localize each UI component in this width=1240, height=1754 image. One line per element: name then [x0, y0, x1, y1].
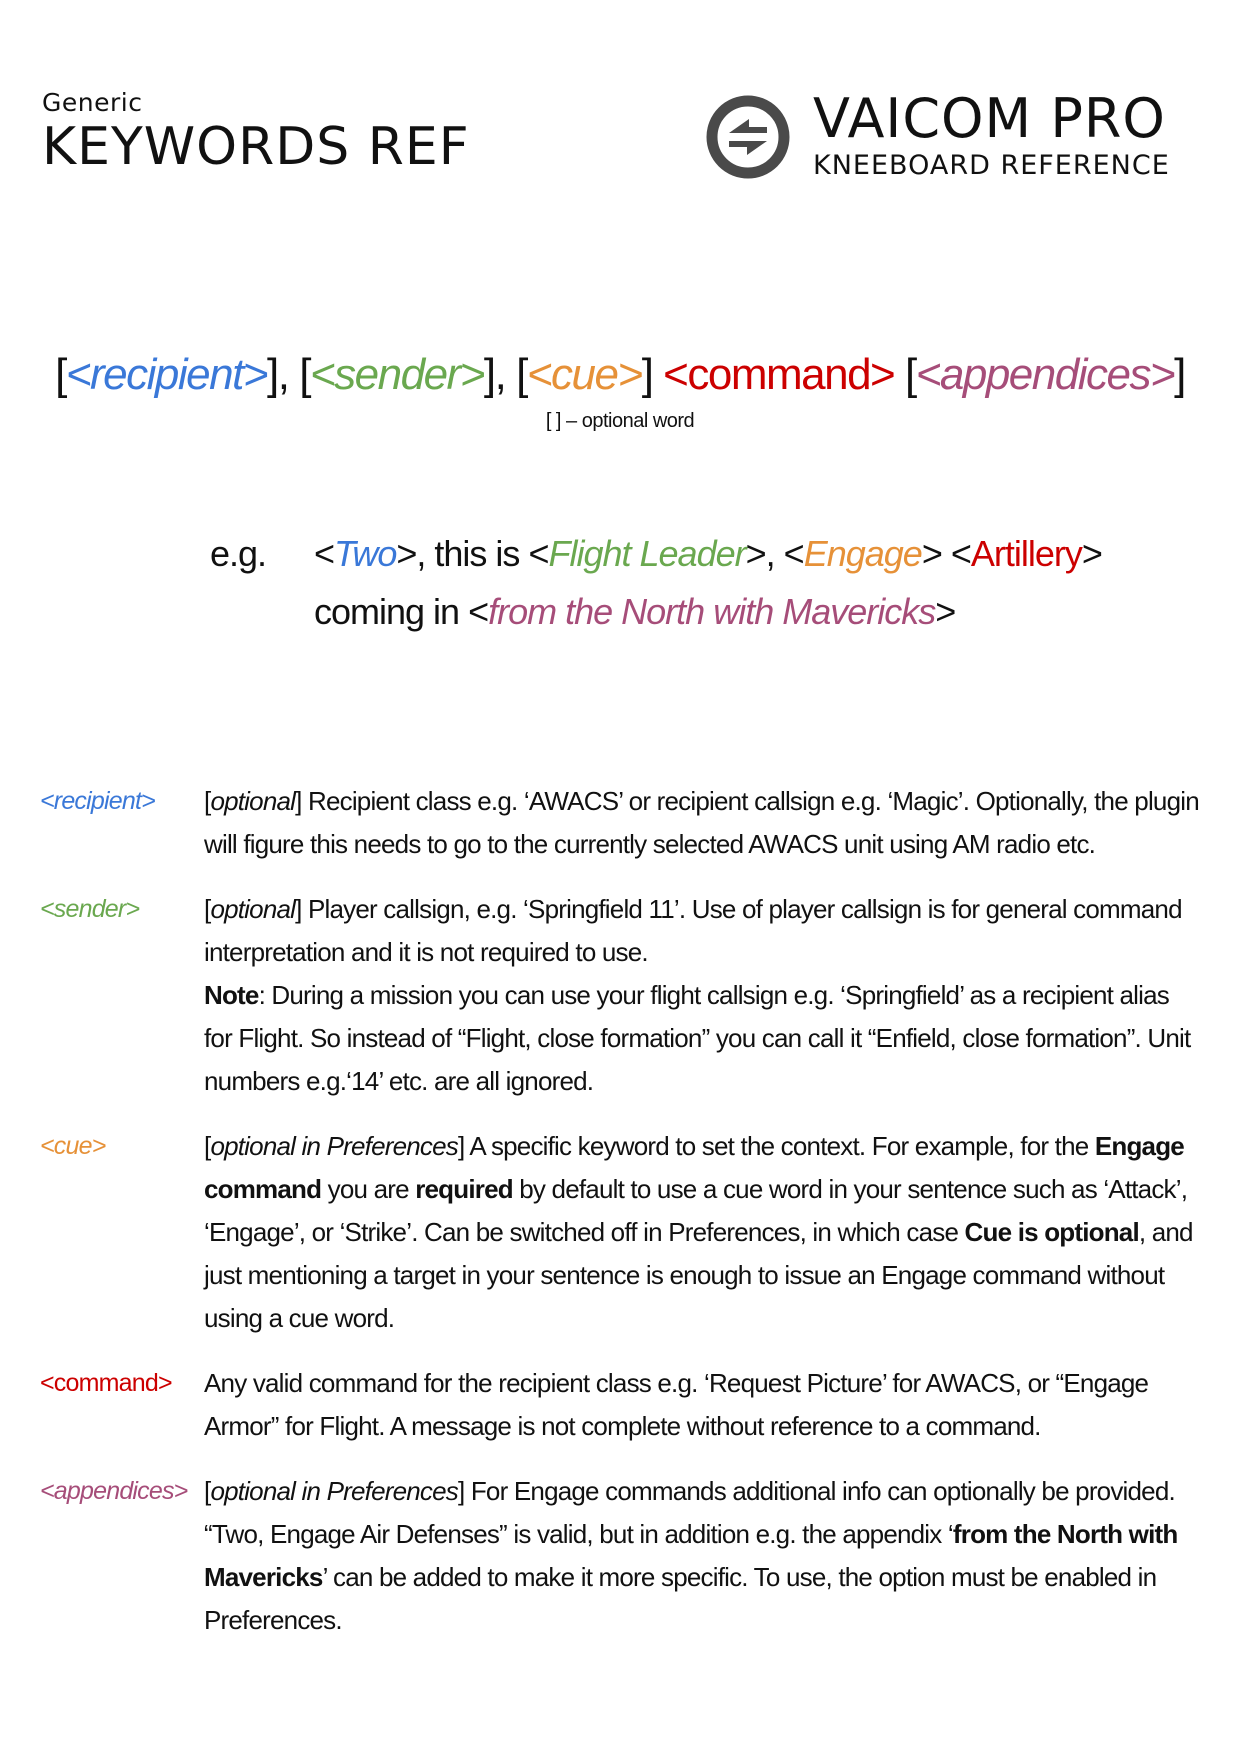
- bracket: ]: [483, 350, 495, 399]
- optional-tag: optional: [210, 786, 296, 816]
- definition-text: Any valid command for the recipient class e.g. ‘Request Picture’ for AWACS, or “Engage Armor” for Flight. A message is not complete without reference to a command.: [204, 1368, 1149, 1441]
- syntax-legend: [ ] – optional word: [545, 410, 695, 432]
- example-line-1: [314, 525, 1102, 583]
- bracket: [: [516, 350, 527, 399]
- definition-text: [204, 780, 1200, 866]
- optional-tag: optional in Preferences: [210, 1131, 458, 1161]
- lt: <: [314, 533, 335, 574]
- definition-text: [204, 888, 1200, 1103]
- definition-appendices: [40, 1470, 1200, 1642]
- desc-text: A specific keyword to set the context. For example, for the: [464, 1131, 1095, 1161]
- bracket: [: [204, 1131, 211, 1161]
- term-recipient: <recipient>: [40, 787, 155, 815]
- brand-title: VAICOM PRO: [813, 87, 1166, 150]
- example-sender: Flight Leader: [548, 533, 746, 574]
- gt: >: [396, 533, 417, 574]
- page-header-left: [42, 88, 470, 177]
- bracket: [: [204, 786, 211, 816]
- lt: <: [783, 533, 804, 574]
- lt: <: [950, 533, 971, 574]
- lt: <: [528, 533, 549, 574]
- optional-tag: optional: [210, 894, 296, 924]
- definitions-list: [40, 780, 1200, 1664]
- term-appendices: <appendices>: [40, 1477, 188, 1505]
- note-label: Note: [204, 980, 259, 1010]
- term-sender: <sender>: [40, 895, 140, 923]
- definition-text: [204, 1470, 1200, 1642]
- example-recipient: Two: [334, 533, 397, 574]
- page-title: KEYWORDS REF: [42, 117, 470, 177]
- bracket: [: [299, 350, 310, 399]
- example-command: Artillery: [970, 533, 1082, 574]
- optional-tag: optional in Preferences: [210, 1476, 458, 1506]
- bracket: [: [204, 1476, 211, 1506]
- example-label: e.g.: [210, 533, 267, 574]
- syntax-recipient: <recipient>: [65, 350, 268, 399]
- desc-text: Player callsign, e.g. ‘Springfield 11’. Use of player callsign is for general command interpretation and it is not required to use.: [204, 894, 1182, 967]
- bracket: ]: [295, 786, 302, 816]
- syntax-cue: <cue>: [526, 350, 642, 399]
- definition-recipient: [40, 780, 1200, 866]
- desc-text: by default to use a cue word in your sentence such as ‘Attack’, ‘Engage’, or ‘Strike’. Can be switched off in Preferences, in which case: [204, 1174, 1188, 1247]
- term-command: <command>: [40, 1369, 172, 1397]
- example-appendices: from the North with Mavericks: [488, 591, 936, 632]
- bracket: [: [55, 350, 66, 399]
- definition-text: [204, 1125, 1200, 1340]
- term-cue: <cue>: [40, 1132, 106, 1160]
- desc-text: , and just mentioning a target in your sentence is enough to issue an Engage command without using a cue word.: [204, 1217, 1193, 1333]
- swap-arrows-circle-icon: [705, 94, 791, 180]
- bold-text: required: [415, 1174, 513, 1204]
- brand-subtitle: KNEEBOARD REFERENCE: [813, 150, 1170, 181]
- gt: >: [745, 533, 766, 574]
- desc-text: For Engage commands additional info can optionally be provided. “Two, Engage Air Defenses” is valid, but in addition e.g. the appendix ‘: [204, 1476, 1175, 1549]
- definition-command: [40, 1362, 1200, 1448]
- gt: >: [1081, 533, 1102, 574]
- bracket: [: [204, 894, 211, 924]
- page-subtitle: Generic: [42, 88, 143, 117]
- example-text: coming in: [314, 591, 469, 632]
- desc-text: Recipient class e.g. ‘AWACS’ or recipient callsign e.g. ‘Magic’. Optionally, the plugin will figure this needs to go to the currently selected AWACS unit using AM radio etc.: [204, 786, 1199, 859]
- bracket: ]: [1174, 350, 1185, 399]
- example-text: [942, 533, 951, 574]
- example-text: ,: [765, 533, 784, 574]
- bracket: ]: [267, 350, 278, 399]
- brand-header: [705, 87, 1170, 181]
- definition-sender: [40, 888, 1200, 1103]
- gt: >: [921, 533, 942, 574]
- example-cue: Engage: [803, 533, 922, 574]
- desc-text: ’ can be added to make it more specific. To use, the option must be enabled in Preferences.: [204, 1562, 1157, 1635]
- bracket: ]: [457, 1476, 465, 1506]
- syntax-pattern: [0, 350, 1240, 400]
- comma: ,: [494, 350, 506, 399]
- bold-text: Cue is optional: [964, 1217, 1139, 1247]
- example-line-2: [314, 583, 1102, 641]
- bracket: ]: [641, 350, 653, 399]
- syntax-sender: <sender>: [309, 350, 484, 399]
- syntax-appendices: <appendices>: [915, 350, 1175, 399]
- syntax-command: <command>: [663, 350, 895, 399]
- definition-cue: [40, 1125, 1200, 1340]
- note-text: : During a mission you can use your flight callsign e.g. ‘Springfield’ as a recipient alias for Flight. So instead of “Flight, close formation” you can call it “Enfield, close formation”. Unit numbers e.g.‘14’ etc. are all ignored.: [204, 980, 1191, 1096]
- bracket: ]: [295, 894, 302, 924]
- bold-text: Engage command: [204, 1131, 1184, 1204]
- example-text: , this is: [416, 533, 529, 574]
- bold-text: from the North with Mavericks: [204, 1519, 1178, 1592]
- comma: ,: [277, 350, 289, 399]
- bracket: [: [904, 350, 916, 399]
- gt: >: [935, 591, 956, 632]
- bracket: ]: [457, 1131, 465, 1161]
- desc-text: you are: [321, 1174, 416, 1204]
- lt: <: [468, 591, 489, 632]
